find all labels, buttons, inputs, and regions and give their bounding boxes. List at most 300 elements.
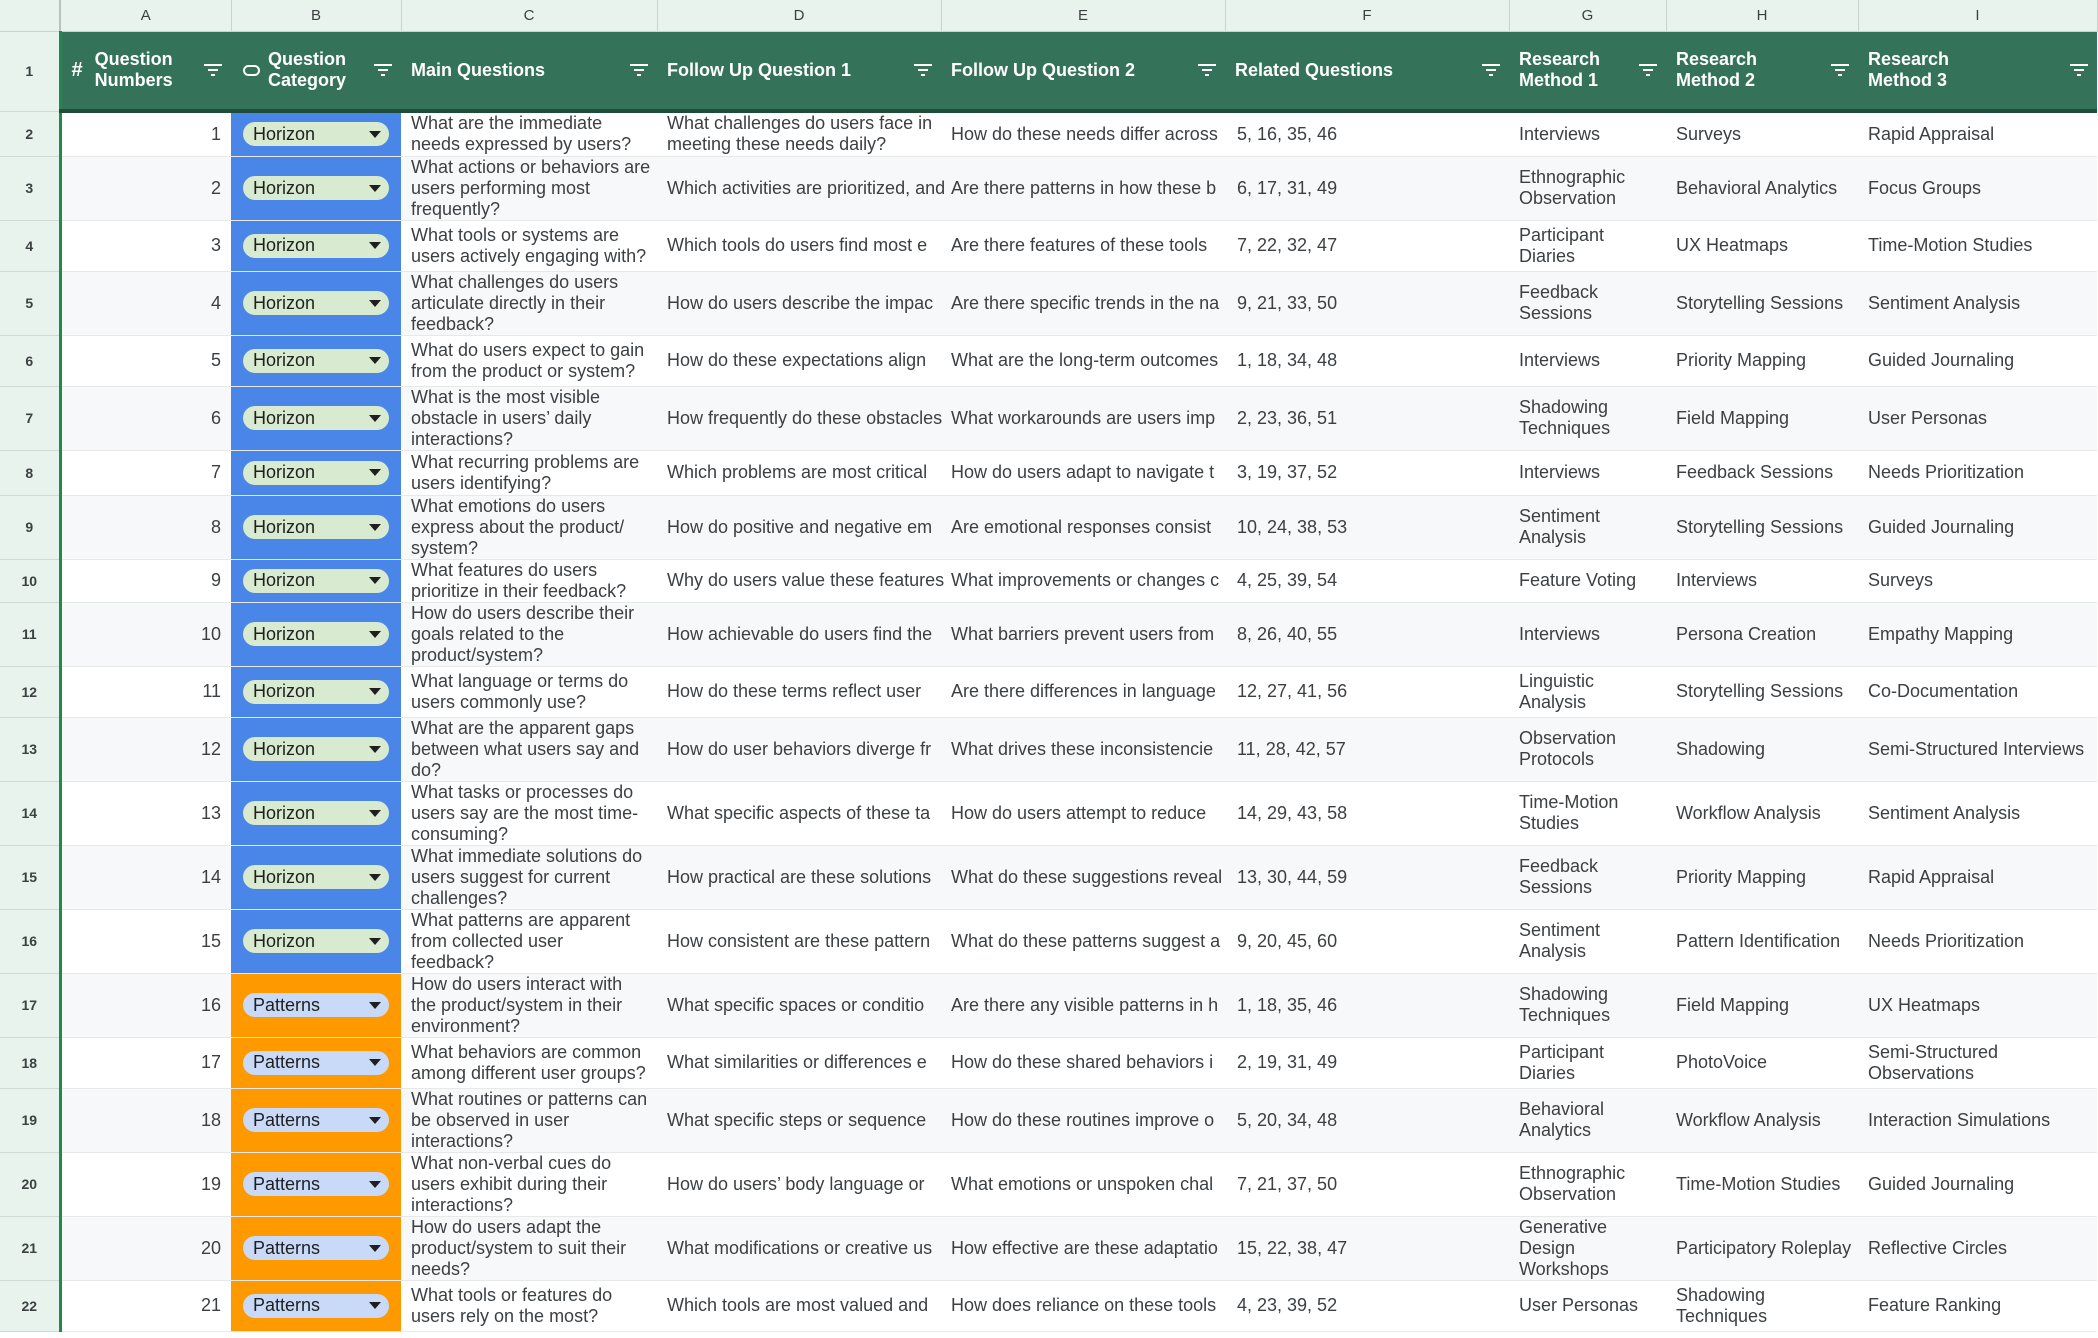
follow-up-1-cell[interactable]: How consistent are these pattern [667, 930, 931, 951]
question-number-cell[interactable]: 11 [60, 666, 231, 717]
row-number[interactable]: 6 [0, 335, 60, 386]
main-question-cell[interactable]: What tools or features do users rely on the most? [411, 1284, 613, 1326]
research-method-1-cell[interactable]: Behavioral Analytics [1519, 1099, 1605, 1140]
header-label: Research Method 1 [1519, 49, 1601, 91]
main-question-cell[interactable]: What behaviors are common among different user groups? [411, 1041, 646, 1083]
row-number[interactable]: 18 [0, 1037, 60, 1088]
follow-up-1-cell[interactable]: How do positive and negative em [667, 516, 933, 537]
question-number-cell[interactable]: 9 [60, 559, 231, 602]
research-method-3-cell[interactable]: Time-Motion Studies [1868, 235, 2033, 255]
category-cell[interactable] [231, 973, 401, 1037]
chevron-down-icon [369, 631, 381, 638]
research-method-3-cell[interactable]: Sentiment Analysis [1868, 292, 2021, 313]
category-dropdown[interactable] [243, 122, 389, 146]
category-label: Horizon [253, 462, 316, 482]
follow-up-1-cell[interactable]: How practical are these solutions [667, 866, 932, 887]
research-method-2-cell[interactable]: Pattern Identification [1676, 930, 1841, 951]
category-dropdown[interactable] [243, 176, 389, 200]
related-questions-cell[interactable]: 2, 23, 36, 51 [1237, 407, 1338, 428]
research-method-1-cell[interactable]: Generative Design Workshops [1519, 1216, 1609, 1279]
row-number[interactable]: 11 [0, 602, 60, 666]
main-question-cell[interactable]: What are the immediate needs expressed by users? [411, 113, 632, 155]
related-questions-cell[interactable]: 5, 16, 35, 46 [1237, 123, 1338, 144]
related-questions-cell[interactable]: 9, 21, 33, 50 [1237, 292, 1338, 313]
category-cell[interactable] [231, 156, 401, 220]
research-method-3-cell[interactable]: Surveys [1868, 570, 1934, 590]
table-row [0, 335, 2097, 386]
related-questions-cell[interactable]: 9, 20, 45, 60 [1237, 930, 1338, 951]
research-method-2-cell[interactable]: Storytelling Sessions [1676, 292, 1844, 313]
category-dropdown[interactable] [243, 461, 389, 485]
related-questions-cell[interactable]: 8, 26, 40, 55 [1237, 623, 1338, 644]
filter-icon[interactable] [629, 63, 649, 77]
follow-up-2-cell[interactable]: How do these needs differ across [951, 123, 1218, 144]
research-method-1-cell[interactable]: Interviews [1519, 462, 1601, 482]
row-number[interactable]: 14 [0, 781, 60, 845]
header-research-method-2[interactable] [1666, 31, 1858, 111]
row-number[interactable]: 1 [0, 31, 60, 111]
column-header-f[interactable]: F [1225, 0, 1509, 31]
category-dropdown[interactable] [243, 1236, 389, 1260]
category-label: Patterns [253, 1109, 321, 1130]
follow-up-1-cell[interactable]: How do these expectations align [667, 350, 927, 370]
row-number[interactable]: 13 [0, 717, 60, 781]
dropdown-chip-icon [243, 65, 260, 76]
category-cell[interactable] [231, 845, 401, 909]
category-dropdown[interactable] [243, 622, 389, 646]
row-number[interactable]: 4 [0, 220, 60, 271]
research-method-2-cell[interactable]: Shadowing Techniques [1676, 1284, 1768, 1326]
question-number-cell[interactable]: 17 [60, 1037, 231, 1088]
chevron-down-icon [369, 688, 381, 695]
question-number-cell[interactable]: 18 [60, 1088, 231, 1152]
category-dropdown[interactable] [243, 865, 389, 889]
category-cell[interactable] [231, 386, 401, 450]
research-method-2-cell[interactable]: Field Mapping [1676, 994, 1790, 1015]
row-number[interactable]: 15 [0, 845, 60, 909]
question-number-cell[interactable]: 8 [60, 495, 231, 559]
row-number[interactable]: 20 [0, 1152, 60, 1216]
research-method-2-cell[interactable]: Shadowing [1676, 738, 1766, 759]
main-question-cell[interactable]: How do users interact with the product/system in their environment? [411, 973, 623, 1036]
row-number[interactable]: 19 [0, 1088, 60, 1152]
column-header-d[interactable]: D [657, 0, 941, 31]
category-label: Horizon [253, 738, 316, 759]
research-method-1-cell[interactable]: Interviews [1519, 623, 1601, 644]
main-question-cell[interactable]: How do users describe their goals related to the product/system? [411, 602, 635, 665]
research-method-1-cell[interactable]: Shadowing Techniques [1519, 984, 1611, 1025]
chevron-down-icon [369, 300, 381, 307]
related-questions-cell[interactable]: 4, 25, 39, 54 [1237, 570, 1338, 590]
research-method-2-cell[interactable]: Feedback Sessions [1676, 462, 1834, 482]
chevron-down-icon [369, 746, 381, 753]
chevron-down-icon [369, 242, 381, 249]
category-label: Patterns [253, 1295, 321, 1315]
table-row [0, 386, 2097, 450]
research-method-3-cell[interactable]: Rapid Appraisal [1868, 123, 1995, 144]
category-cell[interactable] [231, 495, 401, 559]
follow-up-2-cell[interactable]: What workarounds are users imp [951, 407, 1216, 428]
filter-icon[interactable] [1638, 63, 1658, 77]
follow-up-1-cell[interactable]: What challenges do users face in meeting these needs daily? [667, 113, 933, 155]
related-questions-cell[interactable]: 5, 20, 34, 48 [1237, 1109, 1338, 1130]
research-method-2-cell[interactable]: Field Mapping [1676, 407, 1790, 428]
row-number[interactable]: 5 [0, 271, 60, 335]
research-method-2-cell[interactable]: Priority Mapping [1676, 350, 1807, 370]
research-method-2-cell[interactable]: Participatory Roleplay [1676, 1237, 1852, 1258]
table-row [0, 1037, 2097, 1088]
follow-up-2-cell[interactable]: How do users attempt to reduce [951, 802, 1207, 823]
row-number[interactable]: 7 [0, 386, 60, 450]
related-questions-cell[interactable]: 11, 28, 42, 57 [1237, 738, 1346, 759]
main-question-cell[interactable]: What language or terms do users commonly use? [411, 670, 629, 712]
filter-icon[interactable] [913, 63, 933, 77]
follow-up-1-cell[interactable]: How do users describe the impac [667, 292, 934, 313]
header-label: Main Questions [411, 59, 546, 80]
research-method-2-cell[interactable]: Behavioral Analytics [1676, 177, 1838, 198]
follow-up-2-cell[interactable]: What do these patterns suggest a [951, 930, 1221, 951]
research-method-3-cell[interactable]: Co-Documentation [1868, 681, 2019, 701]
column-header-i[interactable]: I [1858, 0, 2097, 31]
follow-up-1-cell[interactable]: How do user behaviors diverge fr [667, 738, 932, 759]
research-method-3-cell[interactable]: Semi-Structured Observations [1868, 1041, 1999, 1083]
question-number-cell[interactable]: 10 [60, 602, 231, 666]
hash-icon: # [71, 58, 83, 81]
main-question-cell[interactable]: What actions or behaviors are users performing most frequently? [411, 156, 651, 219]
related-questions-cell[interactable]: 15, 22, 38, 47 [1237, 1237, 1348, 1258]
follow-up-2-cell[interactable]: How does reliance on these tools [951, 1295, 1217, 1315]
category-cell[interactable] [231, 1088, 401, 1152]
follow-up-2-cell[interactable]: Are there features of these tools [951, 235, 1208, 255]
category-cell[interactable] [231, 220, 401, 271]
category-cell[interactable] [231, 271, 401, 335]
question-number-cell[interactable]: 3 [60, 220, 231, 271]
follow-up-1-cell[interactable]: What specific steps or sequence [667, 1109, 927, 1130]
chevron-down-icon [369, 1059, 381, 1066]
research-method-3-cell[interactable]: Empathy Mapping [1868, 623, 2014, 644]
category-dropdown[interactable] [243, 929, 389, 953]
research-method-1-cell[interactable]: Linguistic Analysis [1519, 670, 1595, 712]
research-method-1-cell[interactable]: Feedback Sessions [1519, 856, 1599, 897]
header-label: Follow Up Question 2 [951, 59, 1135, 80]
main-question-cell[interactable]: What challenges do users articulate directly in their feedback? [411, 271, 619, 334]
main-question-cell[interactable]: What do users expect to gain from the product or system? [411, 339, 645, 381]
follow-up-1-cell[interactable]: Why do users value these features [667, 570, 945, 590]
research-method-1-cell[interactable]: Participant Diaries [1519, 1041, 1605, 1083]
category-cell[interactable] [231, 1216, 401, 1280]
research-method-3-cell[interactable]: Interaction Simulations [1868, 1109, 2051, 1130]
research-method-3-cell[interactable]: Sentiment Analysis [1868, 802, 2021, 823]
main-question-cell[interactable]: What tasks or processes do users say are the most time-consuming? [411, 781, 639, 844]
follow-up-1-cell[interactable]: What specific spaces or conditio [667, 994, 925, 1015]
research-method-1-cell[interactable]: Sentiment Analysis [1519, 920, 1601, 961]
research-method-2-cell[interactable]: Storytelling Sessions [1676, 681, 1844, 701]
category-dropdown[interactable] [243, 1294, 389, 1318]
main-question-cell[interactable]: What immediate solutions do users suggest for current challenges? [411, 845, 643, 908]
row-number[interactable]: 12 [0, 666, 60, 717]
main-question-cell[interactable]: How do users adapt the product/system to suit their needs? [411, 1216, 627, 1279]
question-number-cell[interactable]: 1 [60, 111, 231, 156]
follow-up-2-cell[interactable]: Are there any visible patterns in h [951, 994, 1219, 1015]
follow-up-2-cell[interactable]: What drives these inconsistencie [951, 738, 1214, 759]
question-number-cell[interactable]: 6 [60, 386, 231, 450]
row-number[interactable]: 3 [0, 156, 60, 220]
question-number-cell[interactable]: 19 [60, 1152, 231, 1216]
follow-up-1-cell[interactable]: What similarities or differences e [667, 1052, 927, 1072]
header-question-category[interactable] [231, 31, 401, 111]
main-question-cell[interactable]: What are the apparent gaps between what users say and do? [411, 717, 640, 780]
question-number-cell[interactable]: 14 [60, 845, 231, 909]
category-cell[interactable] [231, 559, 401, 602]
header-research-method-3[interactable] [1858, 31, 2097, 111]
follow-up-2-cell[interactable]: Are there specific trends in the na [951, 292, 1220, 313]
category-cell[interactable] [231, 335, 401, 386]
question-number-cell[interactable]: 13 [60, 781, 231, 845]
filter-icon[interactable] [373, 63, 393, 77]
follow-up-2-cell[interactable]: How do users adapt to navigate t [951, 462, 1215, 482]
row-number[interactable]: 2 [0, 111, 60, 156]
related-questions-cell[interactable]: 1, 18, 34, 48 [1237, 350, 1338, 370]
main-question-cell[interactable]: What is the most visible obstacle in users’ daily interactions? [411, 386, 601, 449]
main-question-cell[interactable]: What routines or patterns can be observed in user interactions? [411, 1088, 648, 1151]
follow-up-1-cell[interactable]: What specific aspects of these ta [667, 802, 931, 823]
category-dropdown[interactable] [243, 291, 389, 315]
category-dropdown[interactable] [243, 1051, 389, 1075]
table-header-row [0, 31, 2097, 111]
research-method-3-cell[interactable]: Rapid Appraisal [1868, 866, 1995, 887]
category-cell[interactable] [231, 111, 401, 156]
column-header-g[interactable]: G [1509, 0, 1666, 31]
follow-up-1-cell[interactable]: Which activities are prioritized, and [667, 177, 946, 198]
follow-up-1-cell[interactable]: Which tools are most valued and [667, 1295, 929, 1315]
category-cell[interactable] [231, 717, 401, 781]
follow-up-2-cell[interactable]: Are there patterns in how these b [951, 177, 1217, 198]
related-questions-cell[interactable]: 7, 21, 37, 50 [1237, 1173, 1338, 1194]
table-row [0, 909, 2097, 973]
header-follow-up-2[interactable] [941, 31, 1225, 111]
filter-icon[interactable] [203, 63, 223, 77]
question-number-cell[interactable]: 4 [60, 271, 231, 335]
table-row [0, 845, 2097, 909]
research-method-1-cell[interactable]: Interviews [1519, 123, 1601, 144]
category-dropdown[interactable] [243, 515, 389, 539]
header-related-questions[interactable] [1225, 31, 1509, 111]
research-method-3-cell[interactable]: UX Heatmaps [1868, 994, 1981, 1015]
header-label: Question Numbers [94, 49, 173, 91]
research-method-2-cell[interactable]: Persona Creation [1676, 623, 1817, 644]
category-dropdown[interactable] [243, 234, 389, 258]
category-cell[interactable] [231, 1152, 401, 1216]
table-row [0, 1088, 2097, 1152]
research-method-2-cell[interactable]: Priority Mapping [1676, 866, 1807, 887]
category-cell[interactable] [231, 1037, 401, 1088]
select-all-corner[interactable] [0, 0, 60, 31]
filter-icon[interactable] [1197, 63, 1217, 77]
research-method-3-cell[interactable]: User Personas [1868, 407, 1988, 428]
chevron-down-icon [369, 874, 381, 881]
category-dropdown[interactable] [243, 993, 389, 1017]
research-method-3-cell[interactable]: Needs Prioritization [1868, 462, 2025, 482]
follow-up-2-cell[interactable]: Are emotional responses consist [951, 516, 1212, 537]
follow-up-1-cell[interactable]: Which problems are most critical [667, 462, 928, 482]
main-question-cell[interactable]: What recurring problems are users identifying? [411, 451, 640, 493]
research-method-3-cell[interactable]: Semi-Structured Interviews [1868, 738, 2085, 759]
question-number-cell[interactable]: 12 [60, 717, 231, 781]
research-method-3-cell[interactable]: Guided Journaling [1868, 350, 2015, 370]
research-method-3-cell[interactable]: Needs Prioritization [1868, 930, 2025, 951]
category-label: Horizon [253, 570, 316, 590]
question-number-cell[interactable]: 7 [60, 450, 231, 495]
follow-up-1-cell[interactable]: How achievable do users find the [667, 623, 933, 644]
follow-up-2-cell[interactable]: What emotions or unspoken chal [951, 1173, 1214, 1194]
category-cell[interactable] [231, 1280, 401, 1331]
header-main-questions[interactable] [401, 31, 657, 111]
category-label: Horizon [253, 681, 316, 701]
category-cell[interactable] [231, 781, 401, 845]
research-method-1-cell[interactable]: Sentiment Analysis [1519, 506, 1601, 547]
follow-up-2-cell[interactable]: How effective are these adaptatio [951, 1237, 1218, 1258]
row-number[interactable]: 16 [0, 909, 60, 973]
table-row [0, 717, 2097, 781]
column-header-c[interactable]: C [401, 0, 657, 31]
research-method-3-cell[interactable]: Feature Ranking [1868, 1295, 2002, 1315]
column-header-e[interactable]: E [941, 0, 1225, 31]
related-questions-cell[interactable]: 4, 23, 39, 52 [1237, 1295, 1338, 1315]
related-questions-cell[interactable]: 12, 27, 41, 56 [1237, 681, 1348, 701]
row-number[interactable]: 17 [0, 973, 60, 1037]
follow-up-2-cell[interactable]: What barriers prevent users from [951, 623, 1215, 644]
header-label: Follow Up Question 1 [667, 59, 851, 80]
row-number[interactable]: 21 [0, 1216, 60, 1280]
row-number[interactable]: 10 [0, 559, 60, 602]
chevron-down-icon [369, 415, 381, 422]
research-method-1-cell[interactable]: Ethnographic Observation [1519, 167, 1626, 208]
column-header-h[interactable]: H [1666, 0, 1858, 31]
header-label: Related Questions [1235, 59, 1394, 80]
follow-up-1-cell[interactable]: Which tools do users find most e [667, 235, 928, 255]
main-question-cell[interactable]: What tools or systems are users actively engaging with? [411, 224, 647, 266]
chevron-down-icon [369, 357, 381, 364]
research-method-2-cell[interactable]: Surveys [1676, 123, 1742, 144]
research-method-1-cell[interactable]: Interviews [1519, 350, 1601, 370]
category-cell[interactable] [231, 909, 401, 973]
follow-up-2-cell[interactable]: How do these shared behaviors i [951, 1052, 1214, 1072]
chevron-down-icon [369, 1245, 381, 1252]
follow-up-1-cell[interactable]: How do users’ body language or [667, 1173, 925, 1194]
main-question-cell[interactable]: What patterns are apparent from collected user feedback? [411, 909, 631, 972]
research-method-1-cell[interactable]: Observation Protocols [1519, 728, 1617, 769]
category-cell[interactable] [231, 666, 401, 717]
category-dropdown[interactable] [243, 569, 389, 593]
question-number-cell[interactable]: 15 [60, 909, 231, 973]
category-dropdown[interactable] [243, 801, 389, 825]
follow-up-1-cell[interactable]: What modifications or creative us [667, 1237, 933, 1258]
category-cell[interactable] [231, 602, 401, 666]
question-number-cell[interactable]: 16 [60, 973, 231, 1037]
follow-up-2-cell[interactable]: What do these suggestions reveal [951, 866, 1223, 887]
category-cell[interactable] [231, 450, 401, 495]
research-method-2-cell[interactable]: Workflow Analysis [1676, 802, 1821, 823]
research-method-2-cell[interactable]: Interviews [1676, 570, 1758, 590]
research-method-1-cell[interactable]: Shadowing Techniques [1519, 397, 1611, 438]
category-dropdown[interactable] [243, 1108, 389, 1132]
chevron-down-icon [369, 524, 381, 531]
follow-up-2-cell[interactable]: What improvements or changes c [951, 570, 1220, 590]
header-question-numbers[interactable] [60, 31, 231, 111]
related-questions-cell[interactable]: 1, 18, 35, 46 [1237, 994, 1338, 1015]
header-research-method-1[interactable] [1509, 31, 1666, 111]
category-dropdown[interactable] [243, 737, 389, 761]
category-dropdown[interactable] [243, 349, 389, 373]
research-method-1-cell[interactable]: Feedback Sessions [1519, 282, 1599, 323]
research-method-1-cell[interactable]: User Personas [1519, 1295, 1639, 1315]
research-method-1-cell[interactable]: Time-Motion Studies [1519, 792, 1619, 833]
follow-up-1-cell[interactable]: How frequently do these obstacles [667, 407, 943, 428]
related-questions-cell[interactable]: 10, 24, 38, 53 [1237, 516, 1348, 537]
table-row [0, 1216, 2097, 1280]
research-method-1-cell[interactable]: Feature Voting [1519, 570, 1637, 590]
table-row [0, 271, 2097, 335]
main-question-cell[interactable]: What features do users prioritize in their feedback? [411, 559, 627, 601]
research-method-2-cell[interactable]: Workflow Analysis [1676, 1109, 1821, 1130]
research-method-3-cell[interactable]: Guided Journaling [1868, 516, 2015, 537]
related-questions-cell[interactable]: 14, 29, 43, 58 [1237, 802, 1348, 823]
question-number-cell[interactable]: 21 [60, 1280, 231, 1331]
question-number-cell[interactable]: 5 [60, 335, 231, 386]
question-number-cell[interactable]: 2 [60, 156, 231, 220]
filter-icon[interactable] [2069, 63, 2089, 77]
row-number[interactable]: 22 [0, 1280, 60, 1331]
related-questions-cell[interactable]: 7, 22, 32, 47 [1237, 235, 1338, 255]
row-number[interactable]: 9 [0, 495, 60, 559]
research-method-2-cell[interactable]: PhotoVoice [1676, 1052, 1768, 1072]
header-follow-up-1[interactable] [657, 31, 941, 111]
research-method-3-cell[interactable]: Reflective Circles [1868, 1237, 2008, 1258]
research-method-2-cell[interactable]: Storytelling Sessions [1676, 516, 1844, 537]
table-row [0, 1280, 2097, 1331]
row-number[interactable]: 8 [0, 450, 60, 495]
column-header-a[interactable]: A [60, 0, 231, 31]
filter-icon[interactable] [1481, 63, 1501, 77]
follow-up-2-cell[interactable]: What are the long-term outcomes [951, 350, 1219, 370]
question-number-cell[interactable]: 20 [60, 1216, 231, 1280]
related-questions-cell[interactable]: 13, 30, 44, 59 [1237, 866, 1348, 887]
research-method-2-cell[interactable]: UX Heatmaps [1676, 235, 1789, 255]
research-method-1-cell[interactable]: Participant Diaries [1519, 224, 1605, 266]
research-method-3-cell[interactable]: Guided Journaling [1868, 1173, 2015, 1194]
follow-up-2-cell[interactable]: How do these routines improve o [951, 1109, 1215, 1130]
category-dropdown[interactable] [243, 406, 389, 430]
main-question-cell[interactable]: What emotions do users express about the product/ system? [411, 495, 625, 558]
research-method-1-cell[interactable]: Ethnographic Observation [1519, 1163, 1626, 1204]
follow-up-1-cell[interactable]: How do these terms reflect user [667, 681, 922, 701]
column-letter-bar [0, 0, 2097, 31]
column-header-b[interactable]: B [231, 0, 401, 31]
table-row [0, 602, 2097, 666]
category-dropdown[interactable] [243, 680, 389, 704]
main-question-cell[interactable]: What non-verbal cues do users exhibit during their interactions? [411, 1152, 612, 1215]
research-method-2-cell[interactable]: Time-Motion Studies [1676, 1173, 1841, 1194]
related-questions-cell[interactable]: 2, 19, 31, 49 [1237, 1052, 1338, 1072]
category-dropdown[interactable] [243, 1172, 389, 1196]
research-method-3-cell[interactable]: Focus Groups [1868, 177, 1982, 198]
filter-icon[interactable] [1830, 63, 1850, 77]
related-questions-cell[interactable]: 3, 19, 37, 52 [1237, 462, 1338, 482]
follow-up-2-cell[interactable]: Are there differences in language [951, 681, 1216, 701]
chevron-down-icon [369, 1002, 381, 1009]
related-questions-cell[interactable]: 6, 17, 31, 49 [1237, 177, 1338, 198]
chevron-down-icon [369, 1117, 381, 1124]
